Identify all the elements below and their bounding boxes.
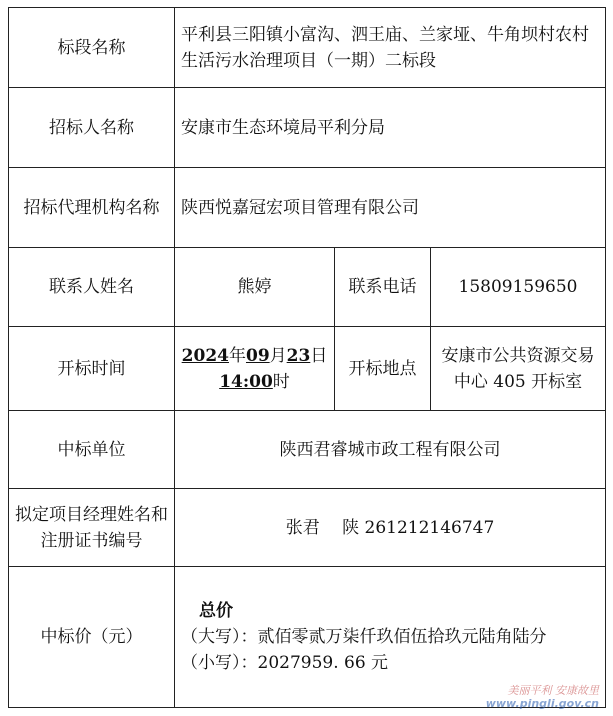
contact-label: 联系人姓名 <box>9 248 175 327</box>
tenderer-label: 招标人名称 <box>9 88 175 168</box>
watermark-url: www.pingli.gov.cn <box>485 697 599 710</box>
agency-value: 陕西悦嘉冠宏项目管理有限公司 <box>175 168 606 248</box>
site-watermark <box>486 684 599 710</box>
section-name-value: 平利县三阳镇小富沟、泗王庙、兰家垭、牛角坝村农村生活污水治理项目（一期）二标段 <box>175 8 606 88</box>
opening-time-value <box>175 327 335 411</box>
opening-month-unit: 月 <box>269 345 287 366</box>
opening-place-value: 安康市公共资源交易中心 405 开标室 <box>431 327 606 411</box>
winner-value: 陕西君睿城市政工程有限公司 <box>175 411 606 489</box>
opening-year-unit: 年 <box>228 345 246 366</box>
opening-year: 2024 <box>181 345 229 366</box>
price-upper: （大写）：贰佰零贰万柒仟玖佰伍拾玖元陆角陆分 <box>181 627 547 647</box>
tenderer-value: 安康市生态环境局平利分局 <box>175 88 606 168</box>
row-section-name <box>9 8 606 88</box>
price-lower: （小写）：2027959. 66 元 <box>181 653 389 673</box>
agency-label: 招标代理机构名称 <box>9 168 175 248</box>
price-title: 总价 <box>199 601 233 621</box>
opening-day-unit: 日 <box>310 345 328 366</box>
contact-value: 熊婷 <box>175 248 335 327</box>
section-name-label: 标段名称 <box>9 8 175 88</box>
price-label: 中标价（元） <box>9 567 175 708</box>
opening-month: 09 <box>245 345 270 366</box>
opening-time-label: 开标时间 <box>9 327 175 411</box>
opening-clock-unit: 时 <box>272 371 290 392</box>
winner-label: 中标单位 <box>9 411 175 489</box>
row-manager <box>9 489 606 567</box>
opening-clock: 14:00 <box>219 371 273 392</box>
opening-day: 23 <box>286 345 311 366</box>
row-winner <box>9 411 606 489</box>
opening-place-label: 开标地点 <box>335 327 431 411</box>
manager-value: 张君 陕 261212146747 <box>175 489 606 567</box>
phone-label: 联系电话 <box>335 248 431 327</box>
row-agency <box>9 168 606 248</box>
bid-result-table <box>8 7 606 708</box>
manager-label: 拟定项目经理姓名和注册证书编号 <box>9 489 175 567</box>
row-tenderer <box>9 88 606 168</box>
watermark-slogan: 美丽平利 安康故里 <box>507 684 599 697</box>
row-contact <box>9 248 606 327</box>
row-opening <box>9 327 606 411</box>
phone-value: 15809159650 <box>431 248 606 327</box>
